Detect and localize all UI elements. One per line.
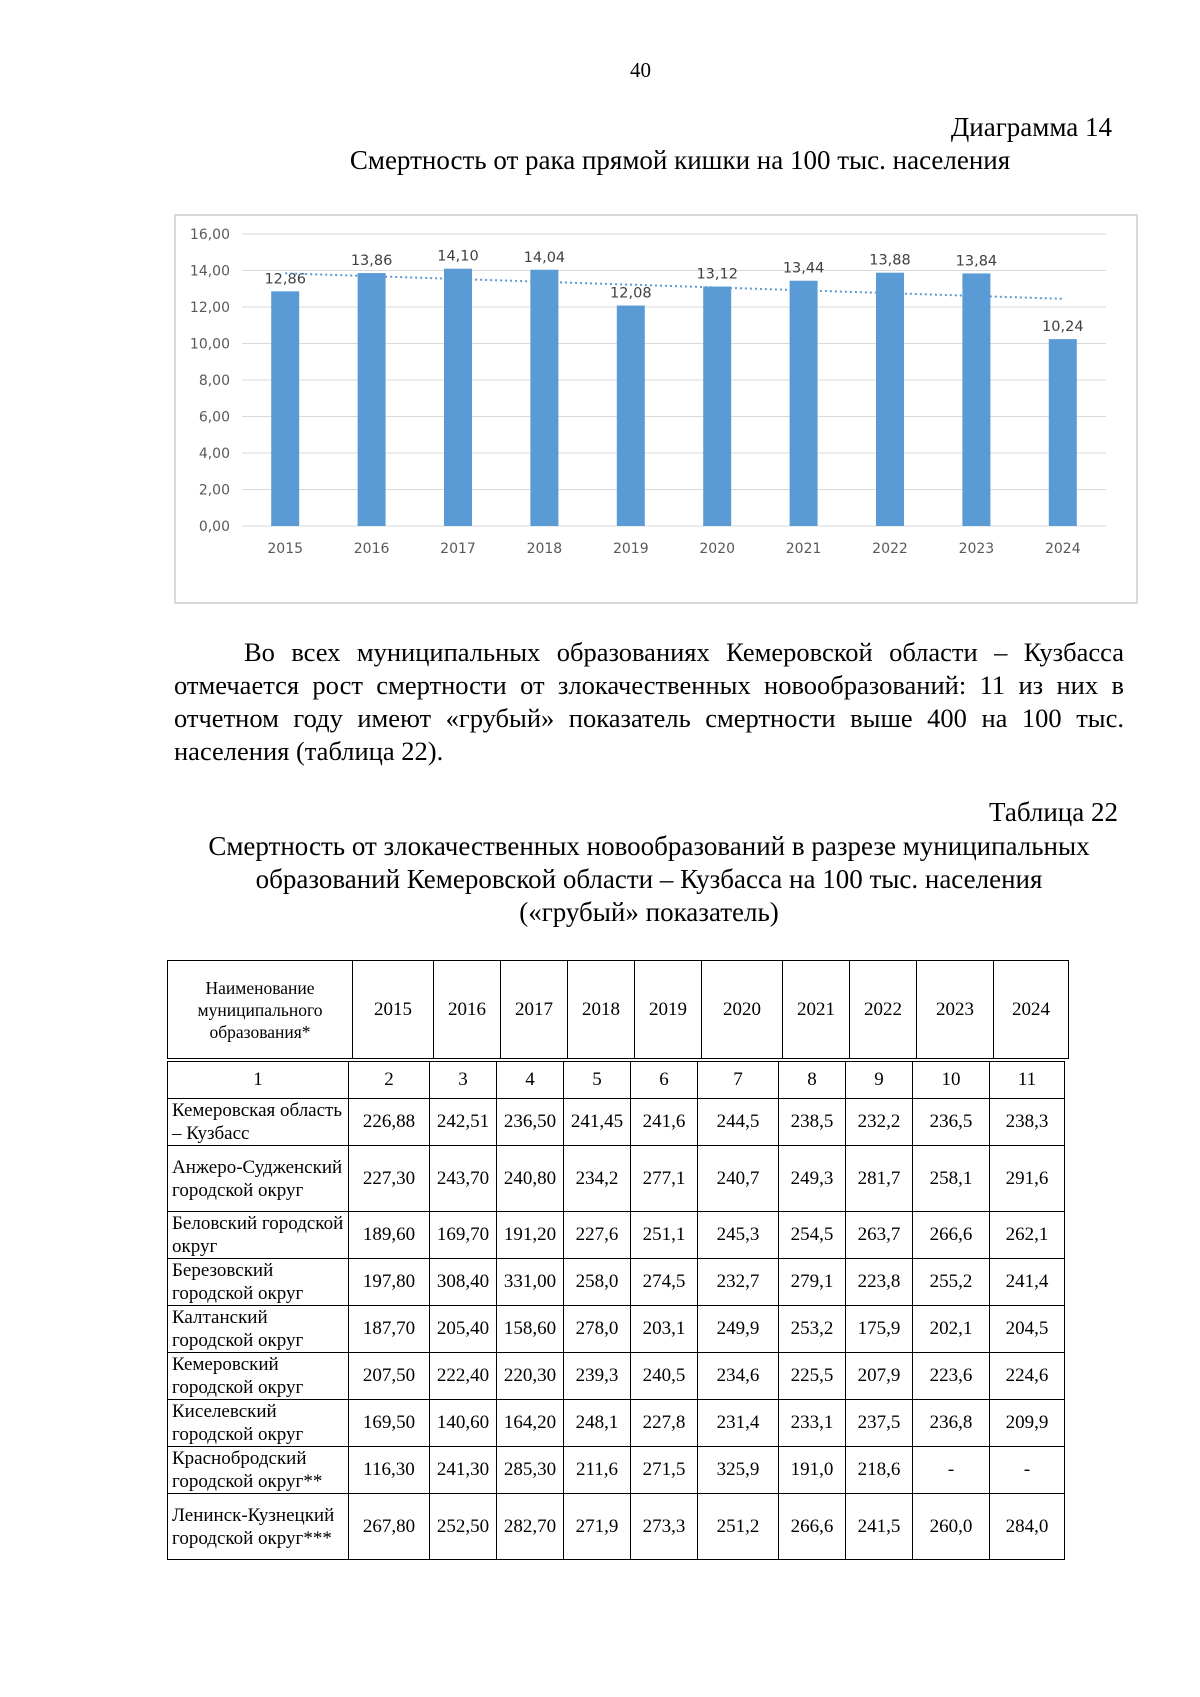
header-cell-year: 2018: [568, 961, 635, 1059]
value-cell: 203,1: [631, 1306, 698, 1353]
header-cell-name: Наименование муниципального образования*: [168, 961, 353, 1059]
value-cell: 223,6: [913, 1353, 990, 1400]
bar: [530, 270, 558, 526]
bar: [1049, 339, 1077, 526]
value-cell: 211,6: [564, 1447, 631, 1494]
row-name-cell: Беловский городской округ: [168, 1212, 349, 1259]
value-cell: 266,6: [913, 1212, 990, 1259]
y-tick-label: 14,00: [189, 263, 230, 280]
value-cell: 233,1: [779, 1400, 846, 1447]
value-cell: 227,30: [349, 1146, 430, 1212]
y-tick-label: 12,00: [189, 300, 230, 316]
value-cell: 175,9: [846, 1306, 913, 1353]
value-cell: 331,00: [497, 1259, 564, 1306]
trendline: [285, 273, 1063, 298]
value-cell: 232,2: [846, 1099, 913, 1146]
table-title-line: Смертность от злокачественных новообразований в разрезе муниципальных: [208, 831, 1090, 861]
value-cell: 249,3: [779, 1146, 846, 1212]
value-cell: 278,0: [564, 1306, 631, 1353]
header-cell-year: 2016: [434, 961, 501, 1059]
x-tick-label: 2016: [353, 541, 390, 557]
header-cell-year: 2023: [917, 961, 994, 1059]
value-cell: 291,6: [990, 1146, 1065, 1212]
value-cell: 285,30: [497, 1447, 564, 1494]
value-cell: 218,6: [846, 1447, 913, 1494]
data-label: 10,24: [1042, 319, 1084, 336]
value-cell: 258,0: [564, 1259, 631, 1306]
value-cell: 253,2: [779, 1306, 846, 1353]
value-cell: 241,6: [631, 1099, 698, 1146]
column-number-cell: 10: [913, 1062, 990, 1099]
x-tick-label: 2019: [612, 541, 649, 557]
x-tick-label: 2023: [958, 541, 995, 557]
table-row: [168, 1400, 1065, 1447]
value-cell: 240,80: [497, 1146, 564, 1212]
bar: [358, 273, 386, 526]
value-cell: 220,30: [497, 1353, 564, 1400]
column-number-cell: 1: [168, 1062, 349, 1099]
value-cell: 277,1: [631, 1146, 698, 1212]
column-number-cell: 2: [349, 1062, 430, 1099]
header-cell-year: 2021: [783, 961, 850, 1059]
value-cell: -: [990, 1447, 1065, 1494]
y-tick-label: 4,00: [198, 446, 230, 462]
row-name-cell: Кемеровский городской округ: [168, 1353, 349, 1400]
value-cell: 227,6: [564, 1212, 631, 1259]
value-cell: 205,40: [430, 1306, 497, 1353]
value-cell: 267,80: [349, 1494, 430, 1560]
value-cell: 191,20: [497, 1212, 564, 1259]
value-cell: 225,5: [779, 1353, 846, 1400]
header-cell-year: 2020: [702, 961, 783, 1059]
row-name-cell: Ленинск-Кузнецкий городской округ***: [168, 1494, 349, 1560]
table-row: [168, 1212, 1065, 1259]
y-tick-label: 10,00: [189, 336, 230, 353]
value-cell: -: [913, 1447, 990, 1494]
data-label: 13,88: [869, 252, 911, 269]
value-cell: 262,1: [990, 1212, 1065, 1259]
value-cell: 226,88: [349, 1099, 430, 1146]
table-row: [168, 1259, 1065, 1306]
value-cell: 209,9: [990, 1400, 1065, 1447]
value-cell: 116,30: [349, 1447, 430, 1494]
row-name-cell: Кемеровская область – Кузбасс: [168, 1099, 349, 1146]
table-row: [168, 1099, 1065, 1146]
value-cell: 241,5: [846, 1494, 913, 1560]
data-label: 12,86: [264, 271, 306, 288]
y-tick-label: 0,00: [198, 519, 230, 535]
value-cell: 189,60: [349, 1212, 430, 1259]
table-label: Таблица 22: [989, 797, 1118, 827]
value-cell: 234,6: [698, 1353, 779, 1400]
value-cell: 207,9: [846, 1353, 913, 1400]
value-cell: 251,2: [698, 1494, 779, 1560]
bar-chart-svg: [176, 216, 1136, 602]
value-cell: 169,70: [430, 1212, 497, 1259]
value-cell: 197,80: [349, 1259, 430, 1306]
value-cell: 251,1: [631, 1212, 698, 1259]
x-tick-label: 2015: [267, 541, 304, 557]
mortality-table: [167, 1061, 1065, 1560]
bar: [444, 269, 472, 526]
value-cell: 224,6: [990, 1353, 1065, 1400]
body-paragraph: Во всех муниципальных образованиях Кемеровской области – Кузбасса отмечается рост смертности от злокачественных новообразований: 11 из них в отчетном году имеют «грубый» показатель смертности выше 400 на 100 тыс. населения (таблица 22).: [174, 637, 1124, 766]
bar: [962, 273, 990, 526]
value-cell: 273,3: [631, 1494, 698, 1560]
column-number-cell: 7: [698, 1062, 779, 1099]
table-title: [174, 830, 1124, 929]
value-cell: 244,5: [698, 1099, 779, 1146]
value-cell: 260,0: [913, 1494, 990, 1560]
value-cell: 238,5: [779, 1099, 846, 1146]
x-tick-label: 2022: [872, 541, 908, 557]
value-cell: 158,60: [497, 1306, 564, 1353]
value-cell: 140,60: [430, 1400, 497, 1447]
value-cell: 236,50: [497, 1099, 564, 1146]
value-cell: 164,20: [497, 1400, 564, 1447]
value-cell: 187,70: [349, 1306, 430, 1353]
data-label: 14,10: [437, 248, 479, 265]
value-cell: 252,50: [430, 1494, 497, 1560]
value-cell: 271,9: [564, 1494, 631, 1560]
value-cell: 202,1: [913, 1306, 990, 1353]
value-cell: 281,7: [846, 1146, 913, 1212]
value-cell: 236,5: [913, 1099, 990, 1146]
data-label: 13,86: [350, 253, 393, 270]
value-cell: 325,9: [698, 1447, 779, 1494]
header-row: [168, 961, 1069, 1059]
value-cell: 240,5: [631, 1353, 698, 1400]
row-name-cell: Анжеро-Судженский городской округ: [168, 1146, 349, 1212]
table-header: [167, 960, 1069, 1059]
value-cell: 223,8: [846, 1259, 913, 1306]
value-cell: 284,0: [990, 1494, 1065, 1560]
value-cell: 234,2: [564, 1146, 631, 1212]
table-row: [168, 1447, 1065, 1494]
header-cell-year: 2022: [850, 961, 917, 1059]
value-cell: 242,51: [430, 1099, 497, 1146]
header-cell-year: 2024: [994, 961, 1069, 1059]
value-cell: 241,45: [564, 1099, 631, 1146]
column-number-cell: 9: [846, 1062, 913, 1099]
column-number-cell: 5: [564, 1062, 631, 1099]
value-cell: 263,7: [846, 1212, 913, 1259]
value-cell: 169,50: [349, 1400, 430, 1447]
value-cell: 239,3: [564, 1353, 631, 1400]
value-cell: 249,9: [698, 1306, 779, 1353]
value-cell: 207,50: [349, 1353, 430, 1400]
value-cell: 237,5: [846, 1400, 913, 1447]
header-cell-year: 2015: [353, 961, 434, 1059]
diagram-label: Диаграмма 14: [950, 112, 1112, 142]
row-name-cell: Березовский городской округ: [168, 1259, 349, 1306]
value-cell: 243,70: [430, 1146, 497, 1212]
column-number-cell: 11: [990, 1062, 1065, 1099]
table-row: [168, 1494, 1065, 1560]
y-tick-label: 2,00: [198, 482, 230, 499]
y-tick-label: 8,00: [198, 373, 230, 389]
bar-chart: [174, 214, 1138, 604]
value-cell: 241,4: [990, 1259, 1065, 1306]
bar: [790, 281, 818, 526]
x-tick-label: 2021: [785, 541, 822, 557]
value-cell: 248,1: [564, 1400, 631, 1447]
x-tick-label: 2017: [440, 541, 476, 557]
value-cell: 245,3: [698, 1212, 779, 1259]
value-cell: 227,8: [631, 1400, 698, 1447]
bar: [876, 273, 904, 526]
value-cell: 204,5: [990, 1306, 1065, 1353]
column-number-cell: 4: [497, 1062, 564, 1099]
value-cell: 308,40: [430, 1259, 497, 1306]
y-tick-label: 16,00: [189, 227, 230, 243]
value-cell: 236,8: [913, 1400, 990, 1447]
header-cell-year: 2019: [635, 961, 702, 1059]
value-cell: 232,7: [698, 1259, 779, 1306]
value-cell: 191,0: [779, 1447, 846, 1494]
value-cell: 258,1: [913, 1146, 990, 1212]
value-cell: 254,5: [779, 1212, 846, 1259]
bar: [271, 291, 299, 526]
x-tick-label: 2018: [526, 541, 563, 557]
row-name-cell: Калтанский городской округ: [168, 1306, 349, 1353]
value-cell: 271,5: [631, 1447, 698, 1494]
page-number: 40: [630, 58, 651, 82]
data-label: 13,12: [696, 266, 738, 283]
table-row: [168, 1146, 1065, 1212]
value-cell: 240,7: [698, 1146, 779, 1212]
table-title-line: образований Кемеровской области – Кузбасса на 100 тыс. населения: [255, 864, 1043, 894]
column-number-cell: 6: [631, 1062, 698, 1099]
x-tick-label: 2024: [1044, 541, 1081, 557]
column-number-cell: 3: [430, 1062, 497, 1099]
data-label: 12,08: [610, 285, 652, 302]
table-row: [168, 1306, 1065, 1353]
table-row: [168, 1353, 1065, 1400]
value-cell: 241,30: [430, 1447, 497, 1494]
value-cell: 255,2: [913, 1259, 990, 1306]
row-name-cell: Краснобродский городской округ**: [168, 1447, 349, 1494]
bar: [617, 306, 645, 526]
table-title-line: («грубый» показатель): [519, 897, 779, 927]
diagram-title: Смертность от рака прямой кишки на 100 тыс. населения: [349, 145, 1011, 175]
data-label: 13,84: [955, 253, 998, 270]
value-cell: 282,70: [497, 1494, 564, 1560]
column-number-row: [168, 1062, 1065, 1099]
value-cell: 274,5: [631, 1259, 698, 1306]
value-cell: 238,3: [990, 1099, 1065, 1146]
y-tick-label: 6,00: [198, 409, 230, 426]
value-cell: 231,4: [698, 1400, 779, 1447]
data-label: 13,44: [782, 260, 825, 277]
header-cell-year: 2017: [501, 961, 568, 1059]
x-tick-label: 2020: [699, 541, 736, 557]
data-label: 14,04: [523, 249, 566, 266]
value-cell: 222,40: [430, 1353, 497, 1400]
column-number-cell: 8: [779, 1062, 846, 1099]
value-cell: 266,6: [779, 1494, 846, 1560]
bar: [703, 287, 731, 526]
row-name-cell: Киселевский городской округ: [168, 1400, 349, 1447]
value-cell: 279,1: [779, 1259, 846, 1306]
